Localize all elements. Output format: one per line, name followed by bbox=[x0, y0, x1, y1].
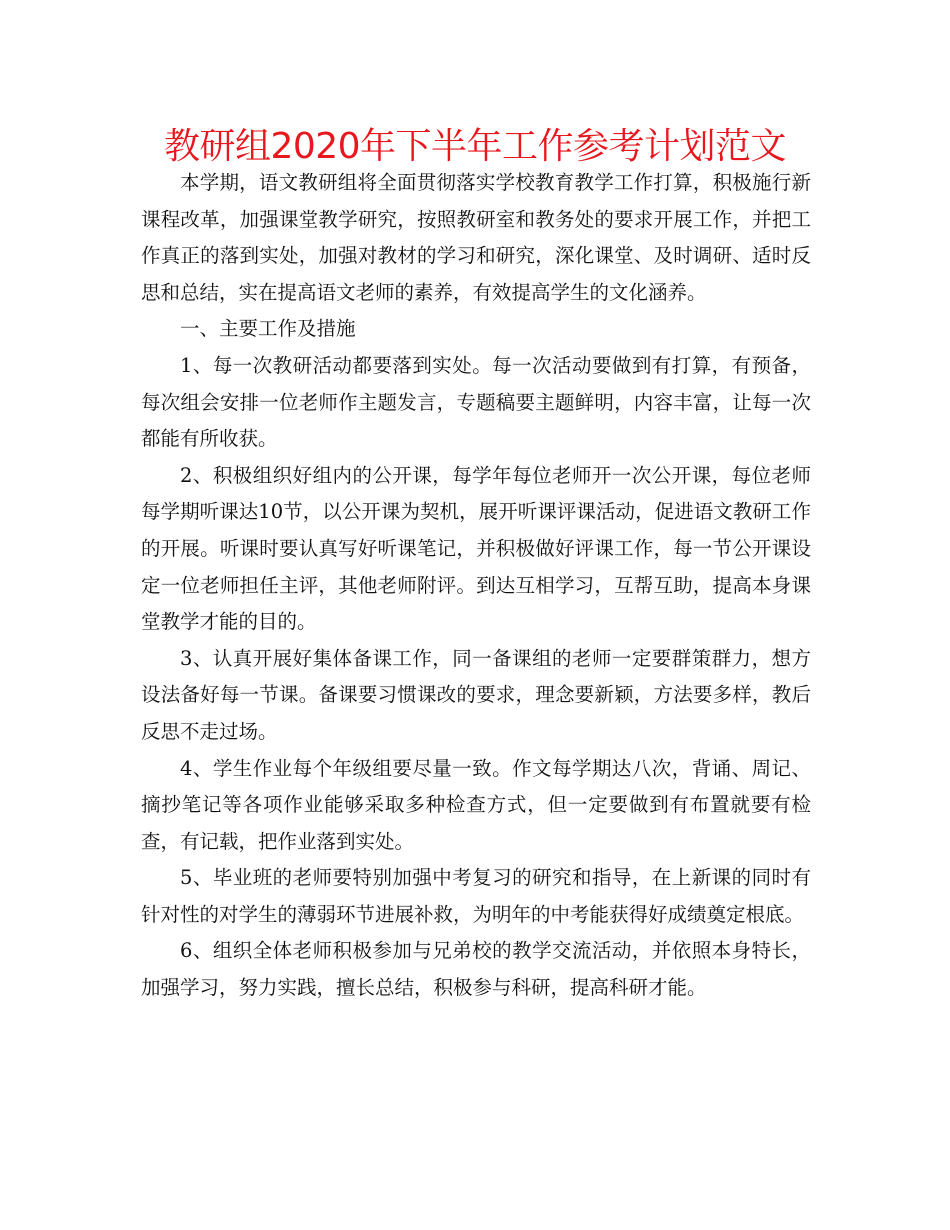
paragraph-item-5: 5、毕业班的老师要特别加强中考复习的研究和指导，在上新课的同时有针对性的对学生的薄弱环节进展补救，为明年的中考能获得好成绩奠定根底。 bbox=[141, 866, 811, 926]
paragraph-item-1: 1、每一次教研活动都要落到实处。每一次活动要做到有打算，有预备，每次组会安排一位老师作主题发言，专题稿要主题鲜明，内容丰富，让每一次都能有所收获。 bbox=[141, 353, 811, 451]
paragraph-item-4: 4、学生作业每个年级组要尽量一致。作文每学期达八次，背诵、周记、摘抄笔记等各项作业能够采取多种检查方式，但一定要做到有布置就要有检查，有记载，把作业落到实处。 bbox=[141, 756, 811, 853]
document-body bbox=[141, 165, 811, 1007]
paragraph-intro: 本学期，语文教研组将全面贯彻落实学校教育教学工作打算，积极施行新课程改革，加强课堂教学研究，按照教研室和教务处的要求开展工作，并把工作真正的落到实处，加强对教材的学习和研究，深化课堂、及时调研、适时反思和总结，实在提高语文老师的素养，有效提高学生的文化涵养。 bbox=[141, 171, 811, 304]
document-title: 教研组2020年下半年工作参考计划范文 bbox=[163, 126, 787, 167]
paragraph-item-3: 3、认真开展好集体备课工作，同一备课组的老师一定要群策群力，想方设法备好每一节课。备课要习惯课改的要求，理念要新颖，方法要多样，教后反思不走过场。 bbox=[141, 646, 811, 743]
section-heading: 一、主要工作及措施 bbox=[180, 317, 356, 341]
paragraph-item-6: 6、组织全体老师积极参加与兄弟校的教学交流活动，并依照本身特长，加强学习，努力实践，擅长总结，积极参与科研，提高科研才能。 bbox=[141, 939, 811, 1000]
paragraph-item-2: 2、积极组织好组内的公开课，每学年每位老师开一次公开课，每位老师每学期听课达10节，以公开课为契机，展开听课评课活动，促进语文教研工作的开展。听课时要认真写好听课笔记，并积极做好评课工作，每一节公开课设定一位老师担任主评，其他老师附评。到达互相学习，互帮互助，提高本身课堂教学才能的目的。 bbox=[141, 463, 811, 634]
